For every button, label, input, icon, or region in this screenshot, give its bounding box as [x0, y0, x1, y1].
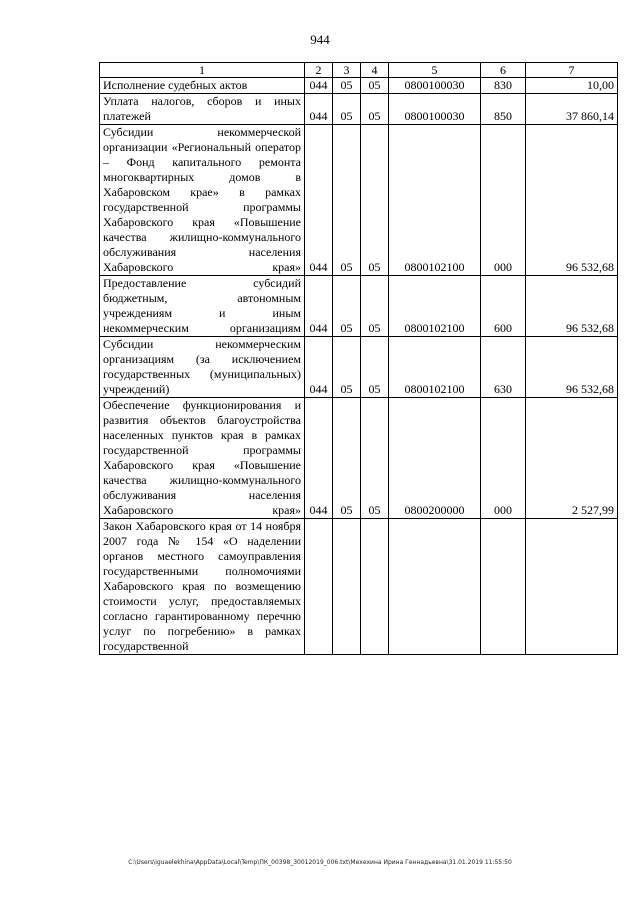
- row-amount: 96 532,68: [526, 337, 618, 398]
- header-col-3: 3: [333, 63, 361, 78]
- row-ministry-code: 044: [305, 398, 333, 519]
- row-ministry-code: [305, 519, 333, 655]
- row-section: 05: [333, 125, 361, 276]
- table-row: [100, 125, 618, 276]
- row-name: Обеспечение функционирования и развития объектов благоустройства населенных пунктов края в рамках государственной программы Хабаровского края «Повышение качества жилищно-коммунального обслуживания населения Хабаровского края»: [100, 398, 305, 519]
- row-ministry-code: 044: [305, 94, 333, 125]
- row-amount: [526, 519, 618, 655]
- row-subsection: [361, 519, 389, 655]
- header-col-5: 5: [389, 63, 481, 78]
- row-target-article: 0800100030: [389, 78, 481, 94]
- row-amount: 10,00: [526, 78, 618, 94]
- row-name: Предоставление субсидий бюджетным, автономным учреждениям и иным некоммерческим организациям: [100, 276, 305, 337]
- row-expense-type: [481, 519, 526, 655]
- row-name: Закон Хабаровского края от 14 ноября 2007 года № 154 «О наделении органов местного самоуправления государственными полномочиями Хабаровского края по возмещению стоимости услуг, предоставляемых согласно гарантированному перечню услуг по погребению» в рамках государственной: [100, 519, 305, 655]
- row-target-article: [389, 519, 481, 655]
- row-subsection: 05: [361, 125, 389, 276]
- page-number: 944: [310, 32, 330, 47]
- row-ministry-code: 044: [305, 337, 333, 398]
- header-col-2: 2: [305, 63, 333, 78]
- row-amount: 37 860,14: [526, 94, 618, 125]
- row-expense-type: 600: [481, 276, 526, 337]
- row-target-article: 0800102100: [389, 276, 481, 337]
- file-path-footer: C:\Users\iguaelekhina\AppData\Local\Temp\ПК_00398_30012019_006.txt\Мехехина Ирина Геннадьевна\31.01.2019 11:55:50: [128, 859, 512, 866]
- row-expense-type: 850: [481, 94, 526, 125]
- row-expense-type: 630: [481, 337, 526, 398]
- row-subsection: 05: [361, 94, 389, 125]
- header-col-6: 6: [481, 63, 526, 78]
- row-ministry-code: 044: [305, 78, 333, 94]
- row-section: 05: [333, 398, 361, 519]
- row-name: Исполнение судебных актов: [100, 78, 305, 94]
- row-subsection: 05: [361, 337, 389, 398]
- budget-table: [99, 62, 618, 655]
- row-subsection: 05: [361, 398, 389, 519]
- row-expense-type: 830: [481, 78, 526, 94]
- row-expense-type: 000: [481, 125, 526, 276]
- row-subsection: 05: [361, 78, 389, 94]
- row-target-article: 0800102100: [389, 337, 481, 398]
- row-subsection: 05: [361, 276, 389, 337]
- table-row: [100, 398, 618, 519]
- row-section: 05: [333, 94, 361, 125]
- row-section: 05: [333, 78, 361, 94]
- row-name: Субсидии некоммерческим организациям (за исключением государственных (муниципальных) учреждений): [100, 337, 305, 398]
- table-row: [100, 276, 618, 337]
- table-row: [100, 337, 618, 398]
- table-row: [100, 519, 618, 655]
- row-ministry-code: 044: [305, 276, 333, 337]
- row-amount: 96 532,68: [526, 125, 618, 276]
- row-section: 05: [333, 276, 361, 337]
- row-section: 05: [333, 337, 361, 398]
- row-name: Уплата налогов, сборов и иных платежей: [100, 94, 305, 125]
- header-col-1: 1: [100, 63, 305, 78]
- header-col-7: 7: [526, 63, 618, 78]
- header-row: [100, 63, 618, 78]
- row-target-article: 0800100030: [389, 94, 481, 125]
- row-section: [333, 519, 361, 655]
- table-row: [100, 78, 618, 94]
- row-amount: 96 532,68: [526, 276, 618, 337]
- row-target-article: 0800102100: [389, 125, 481, 276]
- table-row: [100, 94, 618, 125]
- header-col-4: 4: [361, 63, 389, 78]
- row-ministry-code: 044: [305, 125, 333, 276]
- row-expense-type: 000: [481, 398, 526, 519]
- row-target-article: 0800200000: [389, 398, 481, 519]
- row-name: Субсидии некоммерческой организации «Региональный оператор – Фонд капитального ремонта многоквартирных домов в Хабаровском крае» в рамках государственной программы Хабаровского края «Повышение качества жилищно-коммунального обслуживания населения Хабаровского края»: [100, 125, 305, 276]
- row-amount: 2 527,99: [526, 398, 618, 519]
